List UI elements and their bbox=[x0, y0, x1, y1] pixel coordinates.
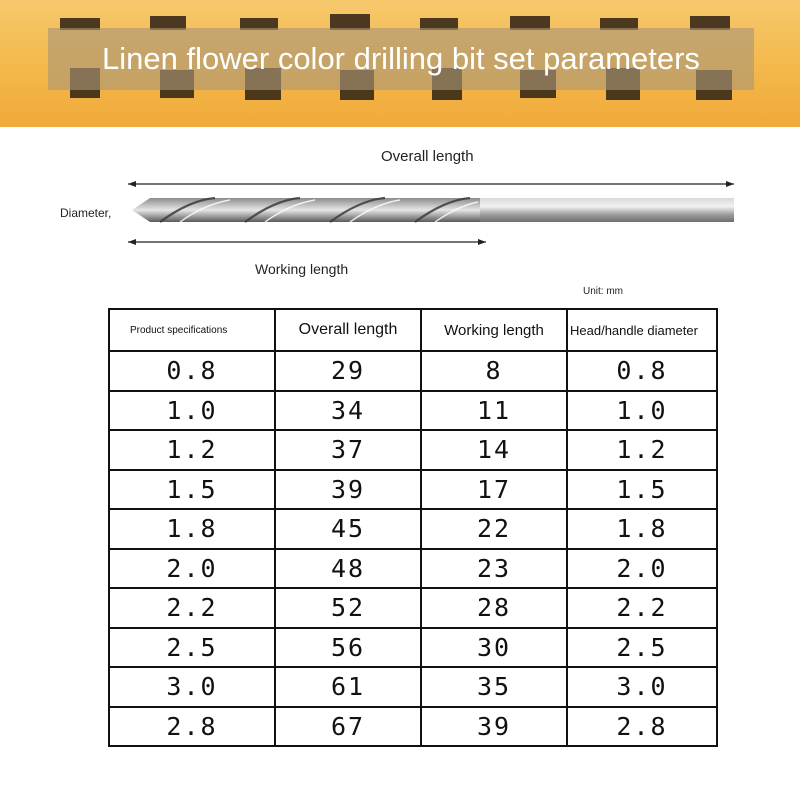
table-row bbox=[109, 351, 717, 391]
cell-working: 22 bbox=[421, 509, 567, 549]
table-row bbox=[109, 707, 717, 747]
cell-diameter: 2.0 bbox=[567, 549, 717, 589]
cell-overall: 48 bbox=[275, 549, 421, 589]
cell-overall: 37 bbox=[275, 430, 421, 470]
header-head-handle-diameter: Head/handle diameter bbox=[567, 309, 717, 351]
cell-diameter: 3.0 bbox=[567, 667, 717, 707]
table-row bbox=[109, 470, 717, 510]
table-row bbox=[109, 391, 717, 431]
cell-diameter: 2.5 bbox=[567, 628, 717, 668]
cell-overall: 29 bbox=[275, 351, 421, 391]
cell-working: 39 bbox=[421, 707, 567, 747]
cell-working: 11 bbox=[421, 391, 567, 431]
cell-overall: 45 bbox=[275, 509, 421, 549]
cell-diameter: 1.2 bbox=[567, 430, 717, 470]
drill-bit-diagram bbox=[0, 130, 800, 300]
title-box bbox=[48, 28, 754, 90]
cell-working: 30 bbox=[421, 628, 567, 668]
cell-working: 17 bbox=[421, 470, 567, 510]
cell-overall: 52 bbox=[275, 588, 421, 628]
table-row bbox=[109, 667, 717, 707]
unit-label: Unit: mm bbox=[583, 286, 623, 297]
cell-overall: 67 bbox=[275, 707, 421, 747]
table-row bbox=[109, 509, 717, 549]
diameter-label: Diameter, bbox=[60, 206, 112, 220]
cell-diameter: 1.0 bbox=[567, 391, 717, 431]
cell-working: 8 bbox=[421, 351, 567, 391]
cell-spec: 0.8 bbox=[109, 351, 275, 391]
cell-working: 28 bbox=[421, 588, 567, 628]
cell-spec: 2.5 bbox=[109, 628, 275, 668]
cell-working: 14 bbox=[421, 430, 567, 470]
cell-overall: 39 bbox=[275, 470, 421, 510]
cell-overall: 34 bbox=[275, 391, 421, 431]
table-row bbox=[109, 628, 717, 668]
header-working-length: Working length bbox=[421, 309, 567, 351]
header-overall-length: Overall length bbox=[275, 309, 421, 351]
table-row bbox=[109, 430, 717, 470]
header-banner bbox=[0, 0, 800, 127]
cell-diameter: 2.2 bbox=[567, 588, 717, 628]
cell-overall: 56 bbox=[275, 628, 421, 668]
cell-spec: 1.0 bbox=[109, 391, 275, 431]
cell-spec: 1.2 bbox=[109, 430, 275, 470]
cell-spec: 1.5 bbox=[109, 470, 275, 510]
cell-diameter: 0.8 bbox=[567, 351, 717, 391]
parameters-table bbox=[108, 308, 718, 747]
cell-overall: 61 bbox=[275, 667, 421, 707]
table-header-row bbox=[109, 309, 717, 351]
parameters-table-wrap bbox=[108, 308, 698, 768]
cell-diameter: 1.5 bbox=[567, 470, 717, 510]
table-row bbox=[109, 549, 717, 589]
cell-spec: 3.0 bbox=[109, 667, 275, 707]
overall-length-label: Overall length bbox=[381, 148, 474, 165]
dimension-lines bbox=[0, 130, 800, 300]
cell-spec: 2.0 bbox=[109, 549, 275, 589]
page-title: Linen flower color drilling bit set parameters bbox=[102, 41, 700, 76]
working-length-label: Working length bbox=[255, 261, 349, 277]
cell-diameter: 1.8 bbox=[567, 509, 717, 549]
cell-working: 23 bbox=[421, 549, 567, 589]
header-product-specifications: Product specifications bbox=[109, 309, 275, 351]
cell-spec: 1.8 bbox=[109, 509, 275, 549]
cell-diameter: 2.8 bbox=[567, 707, 717, 747]
cell-spec: 2.2 bbox=[109, 588, 275, 628]
cell-working: 35 bbox=[421, 667, 567, 707]
cell-spec: 2.8 bbox=[109, 707, 275, 747]
table-row bbox=[109, 588, 717, 628]
